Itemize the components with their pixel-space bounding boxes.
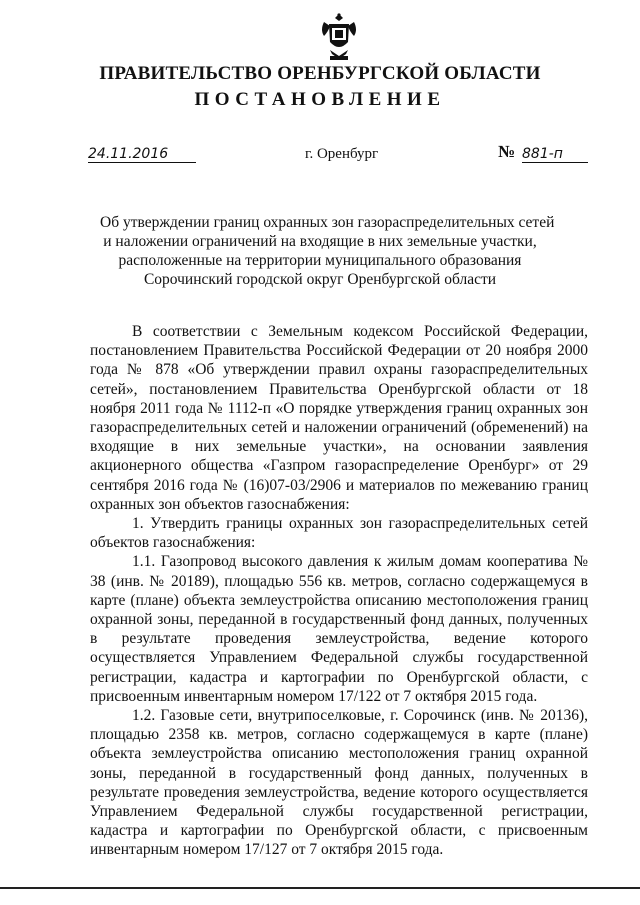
page-bottom-divider [0, 887, 640, 889]
item-1-paragraph: 1. Утвердить границы охранных зон газораспределительных сетей объектов газоснабжения: [90, 515, 588, 552]
preamble-paragraph: В соответствии с Земельным кодексом Российской Федерации, постановлением Правительства Российской Федерации от 20 ноября 2000 года № 878 «Об утверждении правил охраны газораспределительных сетей», постановлением Правительства Оренбургской области от 18 ноября 2011 года № 1112-п «О порядке утверждения границ охранных зон газораспределительных сетей и наложении ограничений (обременений) на входящие в них земельные участки», на основании заявления акционерного общества «Газпром газораспределение Оренбург» от 29 сентября 2016 года № (16)07-03/2906 и материалов по межеванию границ охранных зон объектов газоснабжения: [90, 323, 588, 513]
title-line: расположенные на территории муниципального образования [118, 252, 522, 269]
title-line: Сорочинский городской округ Оренбургской области [143, 271, 497, 288]
number-label: № [498, 142, 516, 161]
document-city: г. Оренбург [305, 146, 379, 162]
coat-of-arms-icon [318, 12, 360, 62]
organization-name: ПРАВИТЕЛЬСТВО ОРЕНБУРГСКОЙ ОБЛАСТИ [99, 63, 541, 84]
title-line: Об утверждении границ охранных зон газораспределительных сетей [100, 214, 555, 231]
item-1-2-paragraph: 1.2. Газовые сети, внутрипоселковые, г. Сорочинск (инв. № 20136), площадью 2358 кв. метров, согласно содержащемуся в карте (плане) объекта землеустройства описанию местоположения границ охранной зоны, переданной в государственный фонд данных, полученных в результате проведения землеустройства, ведение которого осуществляется Управлением Федеральной службы государственной регистрации, кадастра и картографии по Оренбургской области, с присвоенным инвентарным номером 17/127 от 7 октября 2015 года. [90, 707, 588, 859]
document-type: ПОСТАНОВЛЕНИЕ [194, 89, 446, 110]
title-line: и наложении ограничений на входящие в них земельные участки, [103, 233, 537, 250]
document-body [90, 322, 588, 860]
item-1-1-paragraph: 1.1. Газопровод высокого давления к жилым домам кооператива № 38 (инв. № 20189), площадью 556 кв. метров, согласно содержащемуся в карте (плане) объекта землеустройства описанию местоположения границ охранной зоны, переданной в государственный фонд данных, полученных в результате проведения землеустройства, ведение которого осуществляется Управлением Федеральной службы государственной регистрации, кадастра и картографии по Оренбургской области, с присвоенным инвентарным номером 17/122 от 7 октября 2015 года. [90, 553, 588, 705]
document-date: 24.11.2016 [88, 146, 196, 163]
document-title [100, 213, 555, 289]
document-number: 881-п [522, 146, 588, 163]
